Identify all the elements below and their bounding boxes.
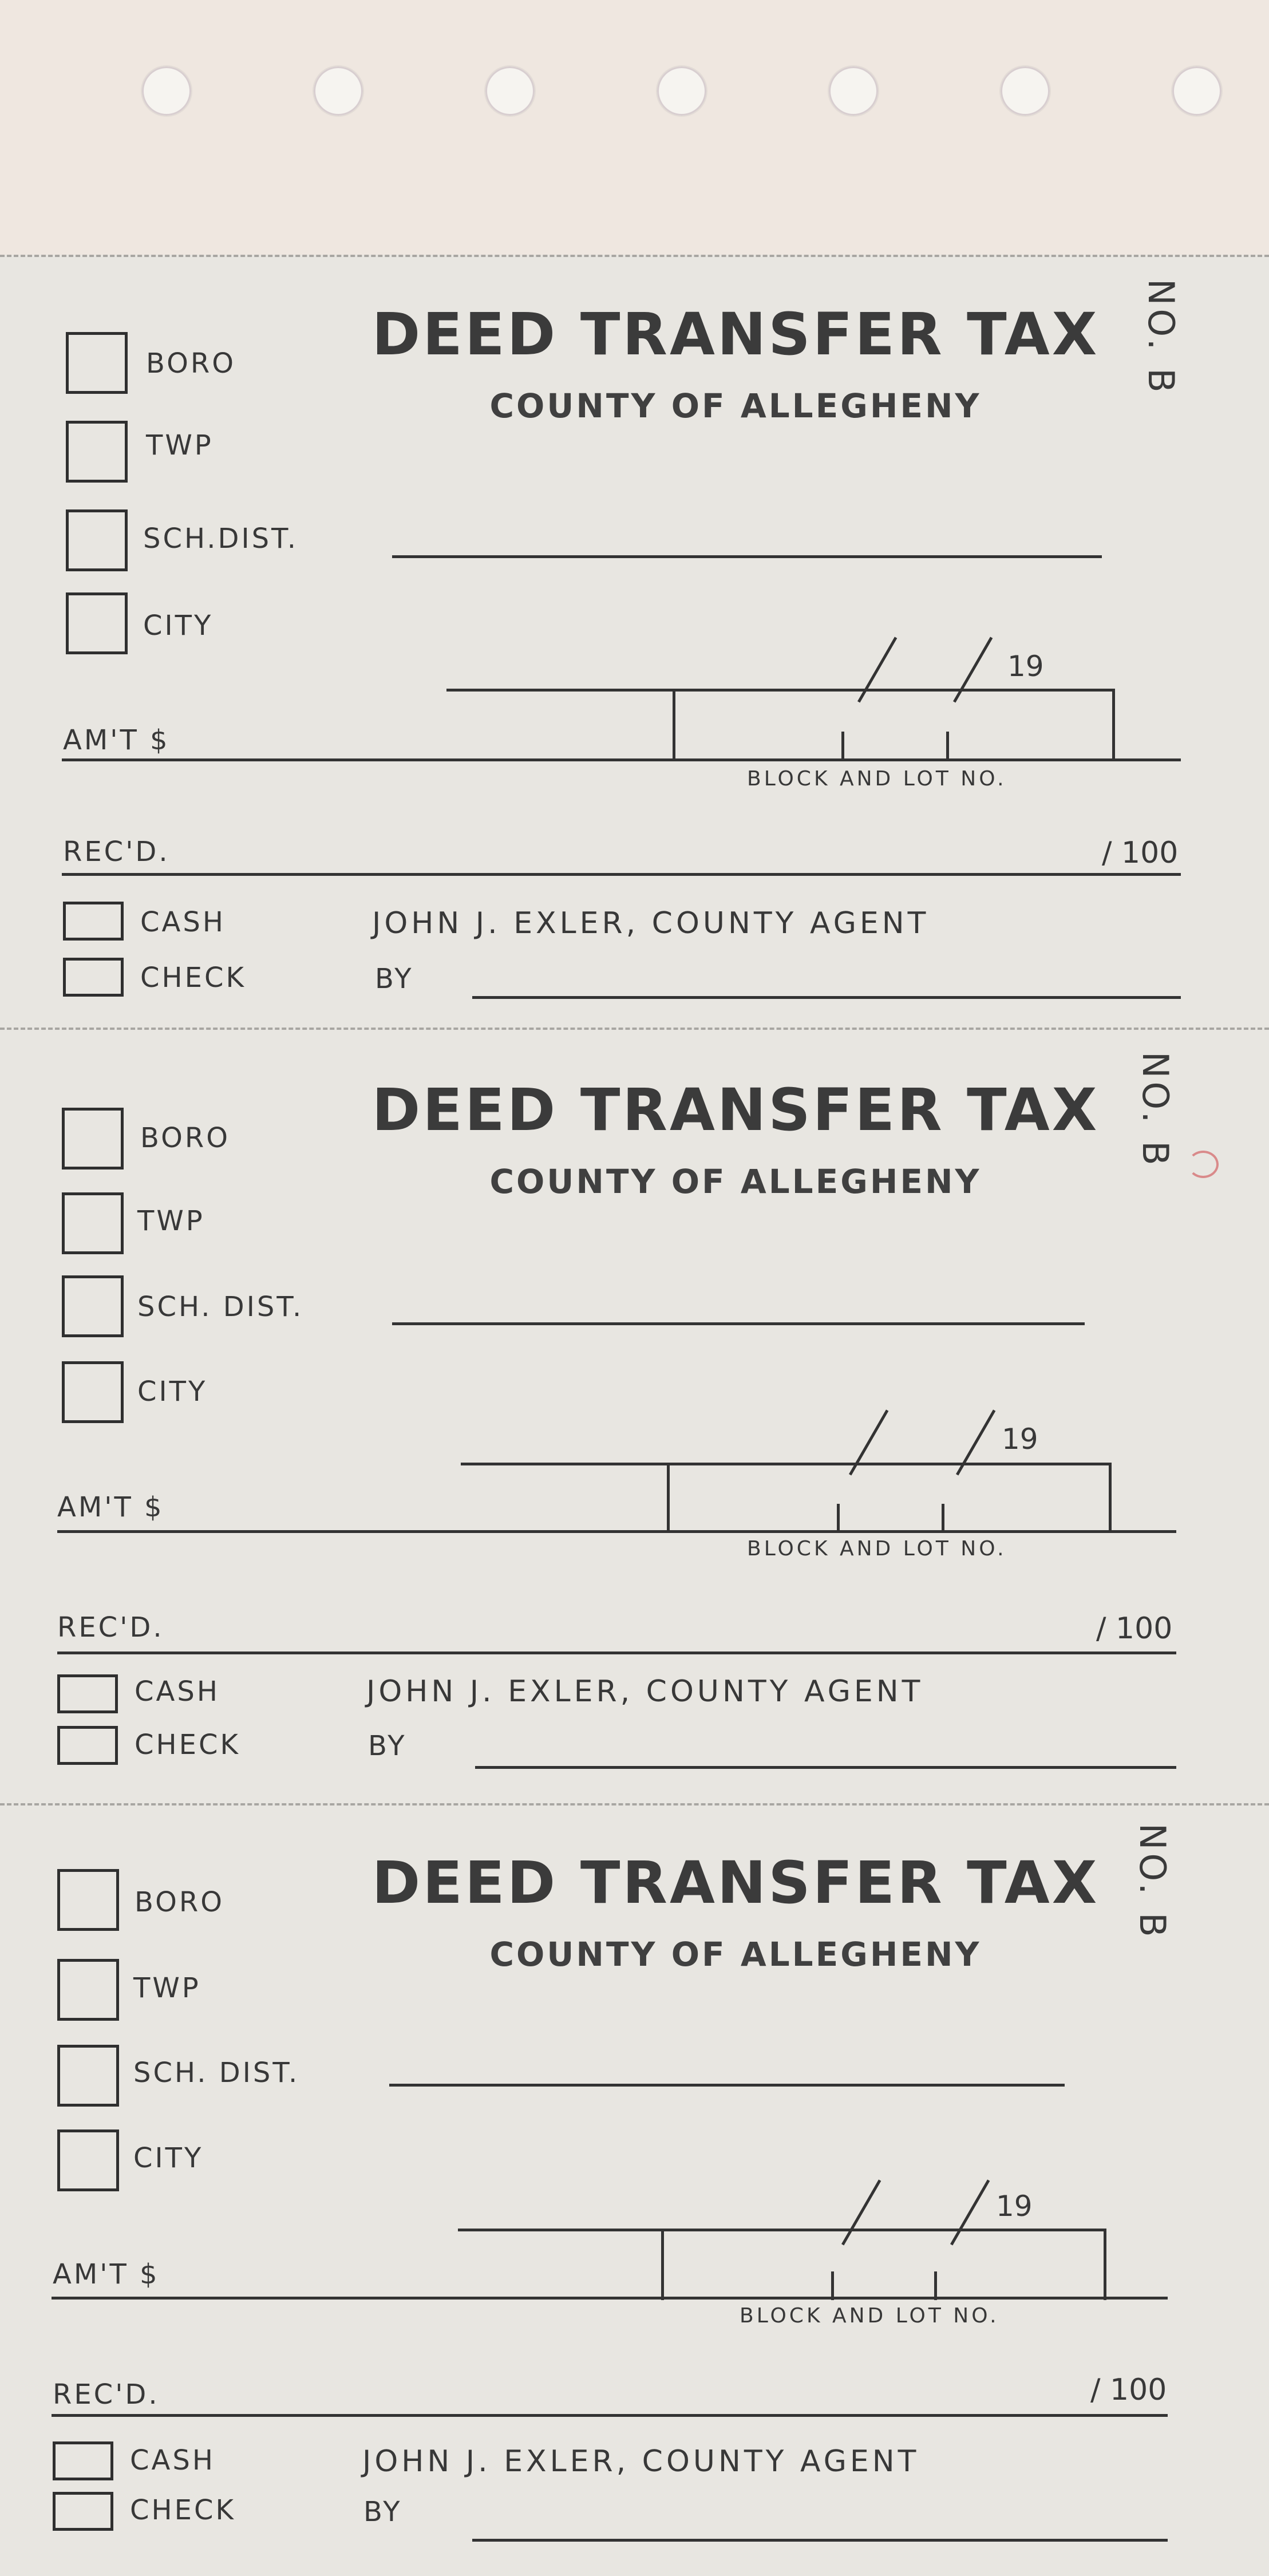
block-lot-box-left — [661, 2229, 664, 2300]
cash-checkbox[interactable] — [57, 1674, 118, 1713]
name-line[interactable] — [392, 1322, 1085, 1325]
city-checkbox[interactable] — [62, 1361, 124, 1423]
block-lot-divider — [946, 732, 949, 760]
signature-line[interactable] — [472, 2539, 1168, 2542]
agent-label: JOHN J. EXLER, COUNTY AGENT — [366, 1674, 924, 1709]
sch-dist-label: SCH. DIST. — [137, 1291, 304, 1323]
year-prefix: 19 — [1007, 650, 1044, 683]
twp-label: TWP — [137, 1205, 205, 1237]
block-lot-divider — [841, 732, 844, 760]
block-lot-box-left — [673, 689, 675, 760]
date-line — [461, 1463, 1110, 1465]
block-lot-label: BLOCK AND LOT NO. — [747, 1537, 1007, 1560]
date-separator — [950, 2179, 990, 2245]
by-label: BY — [368, 1730, 407, 1762]
per-hundred-label: / 100 — [1096, 1611, 1173, 1646]
block-lot-label: BLOCK AND LOT NO. — [747, 767, 1007, 791]
serial-number-label: NO. B — [1140, 279, 1182, 396]
block-lot-box-right — [1104, 2229, 1106, 2300]
agent-label: JOHN J. EXLER, COUNTY AGENT — [372, 906, 930, 941]
year-prefix: 19 — [996, 2190, 1033, 2223]
check-checkbox[interactable] — [53, 2492, 113, 2531]
twp-label: TWP — [146, 429, 214, 461]
name-line[interactable] — [389, 2084, 1065, 2087]
per-hundred-label: / 100 — [1090, 2373, 1167, 2407]
amount-label: AM'T $ — [57, 1491, 164, 1523]
received-line[interactable] — [57, 1652, 1176, 1654]
amount-line[interactable] — [52, 2297, 1168, 2300]
boro-label: BORO — [135, 1886, 224, 1918]
sch-dist-checkbox[interactable] — [57, 2045, 119, 2107]
city-checkbox[interactable] — [66, 592, 128, 654]
amount-line[interactable] — [62, 758, 1181, 761]
form-subtitle: COUNTY OF ALLEGHENY — [489, 386, 982, 425]
signature-line[interactable] — [475, 1766, 1176, 1769]
twp-checkbox[interactable] — [66, 421, 128, 483]
check-label: CHECK — [130, 2494, 236, 2526]
receipt-sheet-1 — [0, 255, 1269, 1028]
check-label: CHECK — [140, 962, 246, 994]
twp-checkbox[interactable] — [57, 1959, 119, 2021]
block-lot-label: BLOCK AND LOT NO. — [740, 2304, 999, 2328]
block-lot-divider — [831, 2271, 834, 2300]
cash-checkbox[interactable] — [63, 902, 124, 941]
received-line[interactable] — [52, 2414, 1168, 2417]
binding-hole — [829, 66, 878, 116]
serial-number-label: NO. B — [1132, 1823, 1173, 1941]
date-separator — [857, 637, 897, 702]
receipt-sheet-2 — [0, 1028, 1269, 1800]
received-label: REC'D. — [63, 836, 170, 868]
signature-line[interactable] — [472, 996, 1181, 999]
boro-checkbox[interactable] — [66, 332, 128, 394]
binding-hole — [1172, 66, 1221, 116]
amount-label: AM'T $ — [63, 724, 170, 756]
sch-dist-label: SCH. DIST. — [133, 2057, 300, 2089]
city-label: CITY — [143, 610, 214, 642]
form-title: DEED TRANSFER TAX — [371, 1849, 1100, 1917]
twp-label: TWP — [133, 1972, 201, 2004]
city-checkbox[interactable] — [57, 2129, 119, 2191]
form-title: DEED TRANSFER TAX — [371, 1076, 1100, 1144]
boro-checkbox[interactable] — [57, 1869, 119, 1931]
date-separator — [956, 1409, 995, 1475]
received-line[interactable] — [62, 873, 1181, 876]
date-separator — [841, 2179, 881, 2245]
form-title: DEED TRANSFER TAX — [371, 301, 1100, 369]
twp-checkbox[interactable] — [62, 1192, 124, 1254]
check-label: CHECK — [135, 1729, 240, 1761]
date-separator — [953, 637, 993, 702]
by-label: BY — [375, 963, 414, 995]
amount-label: AM'T $ — [53, 2258, 160, 2290]
cash-label: CASH — [140, 906, 226, 938]
block-lot-box-right — [1109, 1463, 1112, 1531]
name-line[interactable] — [392, 555, 1102, 558]
block-lot-box-right — [1112, 689, 1115, 760]
received-label: REC'D. — [57, 1611, 164, 1643]
agent-label: JOHN J. EXLER, COUNTY AGENT — [362, 2444, 920, 2479]
block-lot-divider — [934, 2271, 937, 2300]
boro-label: BORO — [146, 347, 236, 380]
date-separator — [849, 1409, 888, 1475]
block-lot-divider — [837, 1504, 840, 1531]
block-lot-box-left — [667, 1463, 670, 1531]
binding-hole — [657, 66, 706, 116]
received-label: REC'D. — [53, 2379, 160, 2411]
block-lot-divider — [942, 1504, 944, 1531]
binding-hole — [485, 66, 535, 116]
binding-stub — [0, 0, 1269, 255]
amount-line[interactable] — [57, 1530, 1176, 1533]
serial-number-label: NO. B — [1134, 1052, 1176, 1169]
sch-dist-checkbox[interactable] — [62, 1275, 124, 1337]
date-line — [446, 689, 1113, 692]
red-ink-mark — [1188, 1151, 1219, 1178]
boro-label: BORO — [140, 1122, 230, 1154]
sch-dist-checkbox[interactable] — [66, 509, 128, 571]
check-checkbox[interactable] — [63, 958, 124, 997]
cash-label: CASH — [130, 2444, 215, 2476]
cash-label: CASH — [135, 1676, 220, 1708]
city-label: CITY — [133, 2142, 204, 2174]
per-hundred-label: / 100 — [1102, 836, 1179, 870]
check-checkbox[interactable] — [57, 1726, 118, 1765]
binding-hole — [314, 66, 363, 116]
boro-checkbox[interactable] — [62, 1108, 124, 1170]
cash-checkbox[interactable] — [53, 2441, 113, 2480]
year-prefix: 19 — [1002, 1423, 1038, 1456]
receipt-sheet-3 — [0, 1803, 1269, 2576]
city-label: CITY — [137, 1376, 208, 1408]
binding-hole — [1001, 66, 1050, 116]
form-subtitle: COUNTY OF ALLEGHENY — [489, 1935, 982, 1974]
form-subtitle: COUNTY OF ALLEGHENY — [489, 1162, 982, 1201]
binding-hole — [142, 66, 191, 116]
sch-dist-label: SCH.DIST. — [143, 523, 298, 555]
date-line — [458, 2229, 1105, 2231]
by-label: BY — [363, 2496, 402, 2528]
